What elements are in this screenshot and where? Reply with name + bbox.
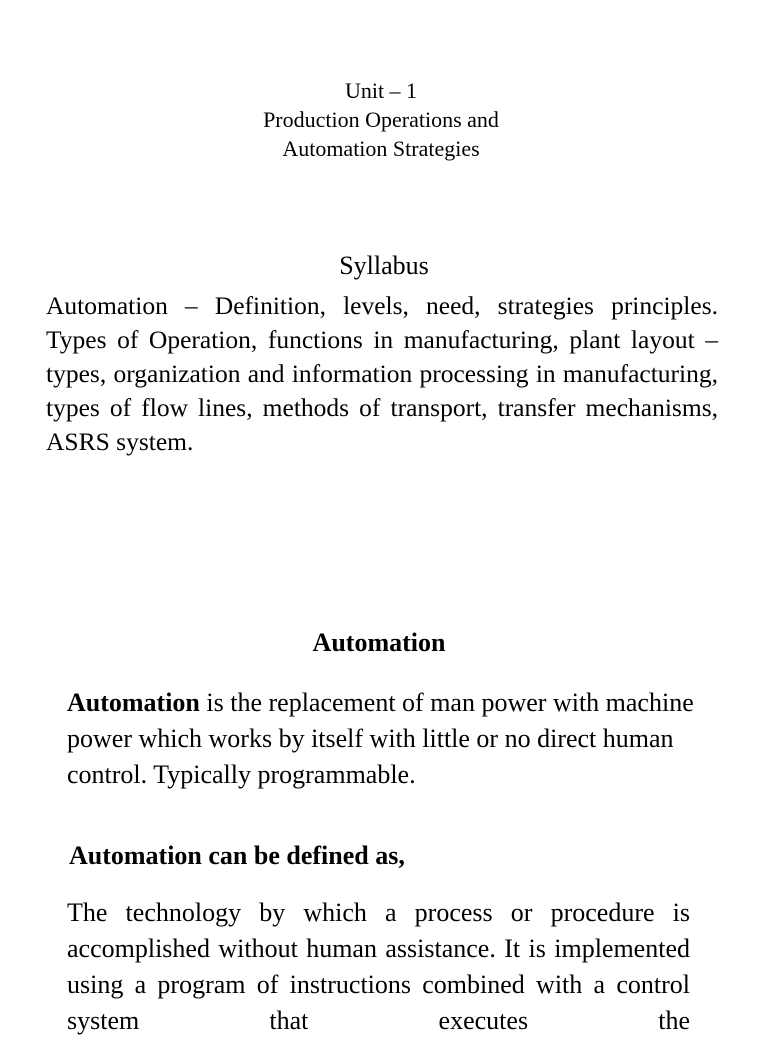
automation-heading: Automation bbox=[312, 628, 446, 657]
automation-term: Automation bbox=[67, 688, 200, 717]
syllabus-heading: Syllabus bbox=[339, 251, 429, 280]
unit-number: Unit – 1 bbox=[344, 78, 418, 103]
automation-definition bbox=[67, 685, 707, 793]
syllabus-body: Automation – Definition, levels, need, strategies principles. Types of Operation, functions in manufacturing, plant layout – types, organization and information processing in manufacturing, types of flow lines, methods of transport, transfer mechanisms, ASRS system. bbox=[46, 291, 718, 456]
unit-title-block bbox=[0, 76, 762, 163]
defined-as-heading: Automation can be defined as, bbox=[69, 841, 405, 870]
automation-definition-text: is the replacement of man power with machine power which works by itself with little or no direct human control. Typically programmable. bbox=[67, 688, 694, 789]
unit-title-line-1: Production Operations and bbox=[263, 107, 499, 132]
technology-definition: The technology by which a process or procedure is accomplished without human assistance. It is implemented using a program of instructions combined with a control system that executes the bbox=[67, 898, 690, 1035]
unit-title-line-2: Automation Strategies bbox=[282, 136, 480, 161]
